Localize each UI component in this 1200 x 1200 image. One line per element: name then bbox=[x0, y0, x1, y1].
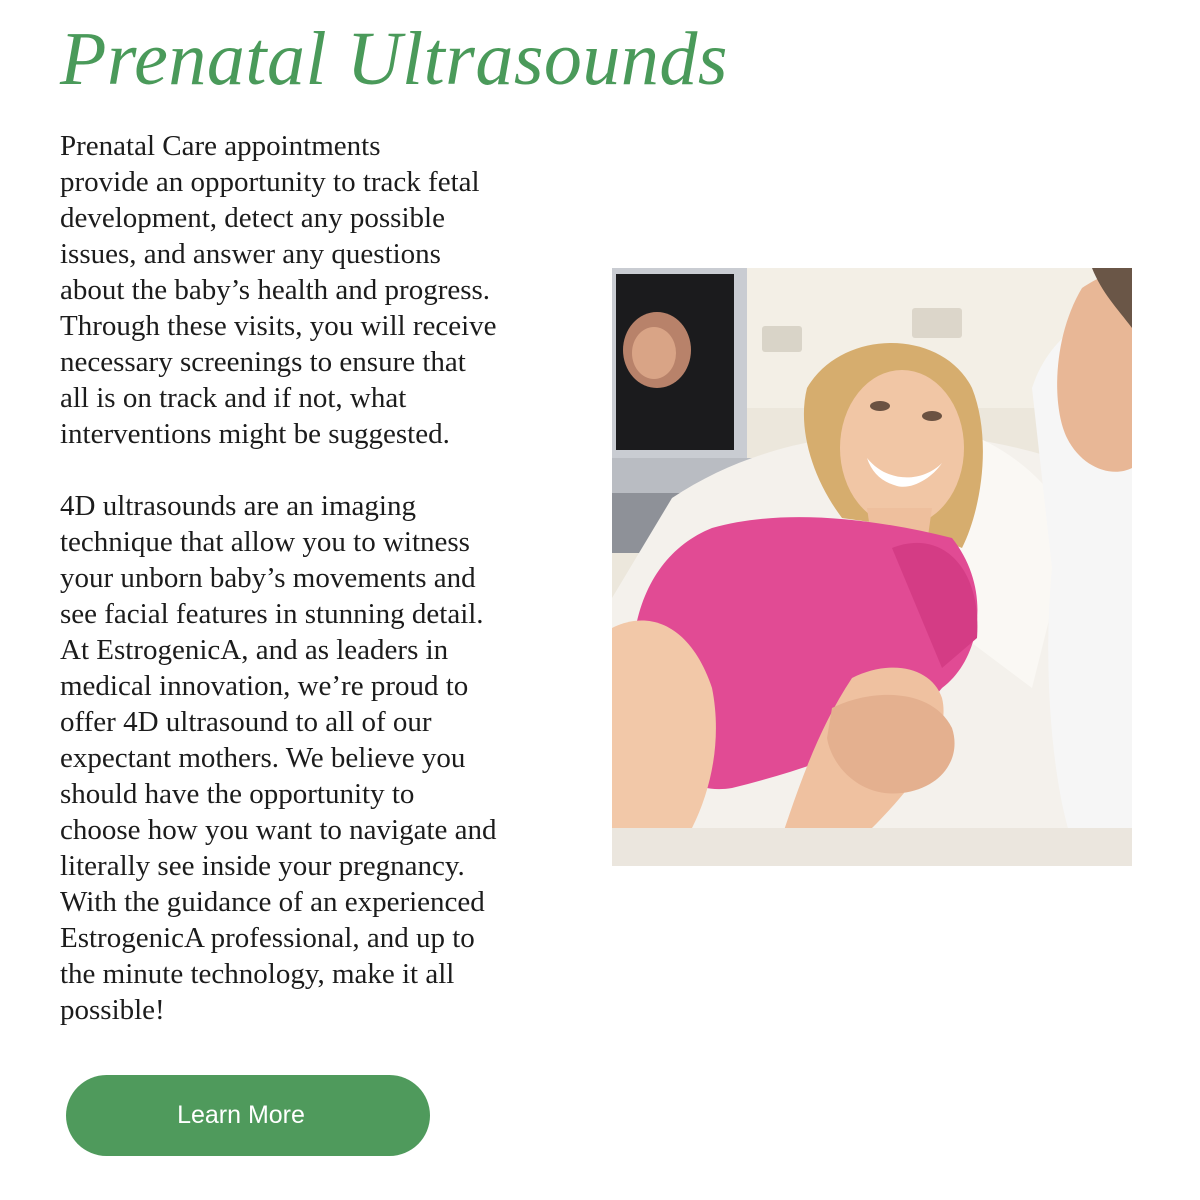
page-title: Prenatal Ultrasounds bbox=[60, 17, 728, 101]
intro-paragraph: Prenatal Care appointments provide an opportunity to track fetal development, detect any possible issues, and answer any questions about the baby’s health and progress. Through these visits, you will receive necessary screenings to ensure that all is on track and if not, what interventions might be suggested. bbox=[60, 130, 497, 450]
learn-more-button[interactable]: Learn More bbox=[66, 1075, 430, 1156]
ultrasound-paragraph: 4D ultrasounds are an imaging technique that allow you to witness your unborn baby’s movements and see facial features in stunning detail. At EstrogenicA, and as leaders in medical innovation, we’re proud to offer 4D ultrasound to all of our expectant mothers. We believe you should have the opportunity to choose how you want to navigate and literally see inside your pregnancy. With the guidance of an experienced EstrogenicA professional, and up to the minute technology, make it all possible! bbox=[60, 490, 497, 1026]
ultrasound-photo bbox=[612, 268, 1132, 866]
body-copy bbox=[60, 128, 580, 1028]
